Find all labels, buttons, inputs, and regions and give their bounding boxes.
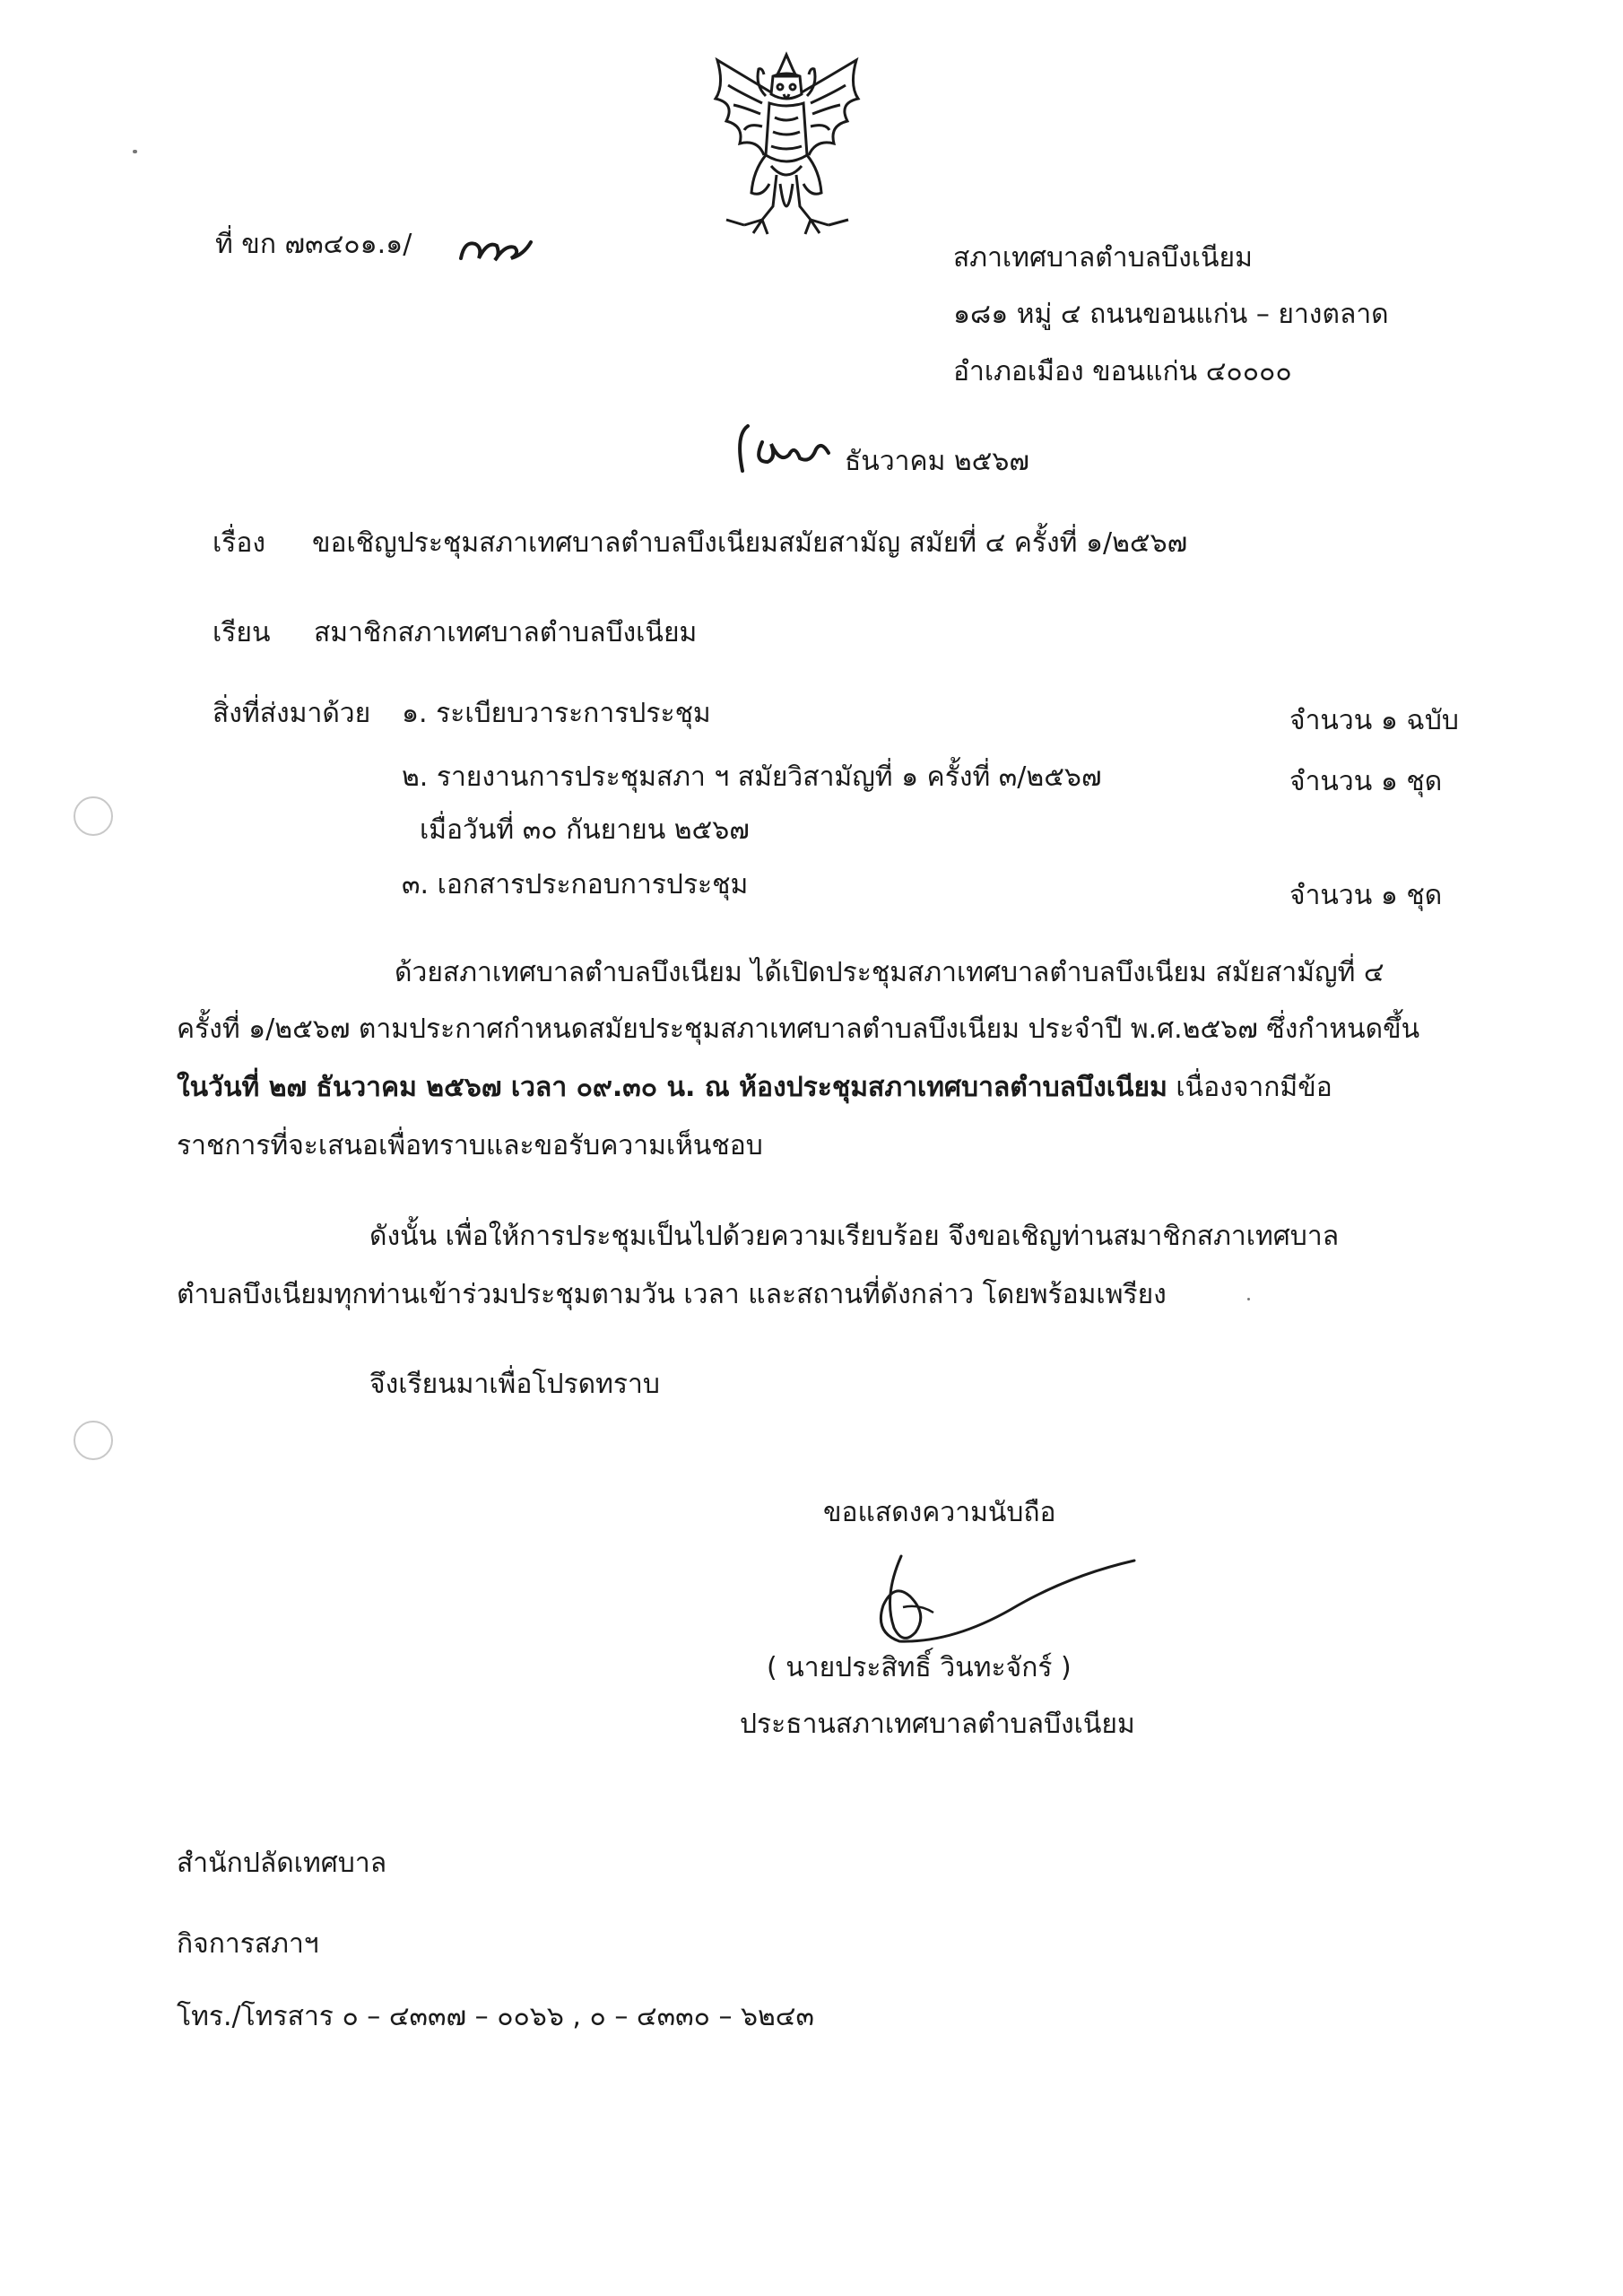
garuda-emblem-icon bbox=[708, 49, 865, 242]
enclosure-quantity-2: จำนวน ๑ ชุด bbox=[1289, 766, 1443, 797]
subject-text: ขอเชิญประชุมสภาเทศบาลตำบลบึงเนียมสมัยสามัญ สมัยที่ ๔ ครั้งที่ ๑/๒๕๖๗ bbox=[312, 527, 1188, 559]
punch-hole-top bbox=[74, 796, 113, 836]
closing-salutation: ขอแสดงความนับถือ bbox=[823, 1497, 1056, 1528]
reference-text: ที่ ขก ๗๓๔๐๑.๑/ bbox=[215, 229, 412, 260]
scan-speck bbox=[133, 150, 137, 153]
signatory-name: ( นายประสิทธิ์ วินทะจักร์ ) bbox=[767, 1652, 1072, 1683]
sender-name: สภาเทศบาลตำบลบึงเนียม bbox=[953, 242, 1253, 274]
body-paragraph-3: จึงเรียนมาเพื่อโปรดทราบ bbox=[369, 1369, 660, 1400]
body-paragraph-2-line-2: ตำบลบึงเนียมทุกท่านเข้าร่วมประชุมตามวัน เวลา และสถานที่ดังกล่าว โดยพร้อมเพรียง bbox=[177, 1279, 1167, 1310]
body-paragraph-1-line-1: ด้วยสภาเทศบาลตำบลบึงเนียม ได้เปิดประชุมสภาเทศบาลตำบลบึงเนียม สมัยสามัญที่ ๔ bbox=[395, 957, 1384, 988]
signatory-position: ประธานสภาเทศบาลตำบลบึงเนียม bbox=[740, 1709, 1135, 1740]
scan-speck bbox=[1247, 1298, 1250, 1300]
date-month-year: ธันวาคม ๒๕๖๗ bbox=[845, 446, 1029, 477]
meeting-datetime-place: ในวันที่ ๒๗ ธันวาคม ๒๕๖๗ เวลา ๐๙.๓๐ น. ณ ห้องประชุมสภาเทศบาลตำบลบึงเนียม bbox=[177, 1072, 1167, 1103]
enclosure-quantity-3: จำนวน ๑ ชุด bbox=[1289, 880, 1443, 911]
body-paragraph-1-line-4: ราชการที่จะเสนอเพื่อทราบและขอรับความเห็นชอบ bbox=[177, 1130, 763, 1161]
footer-office: สำนักปลัดเทศบาล bbox=[177, 1848, 387, 1879]
enclosures-label: สิ่งที่ส่งมาด้วย bbox=[213, 698, 371, 729]
handwritten-reference-mark bbox=[456, 231, 536, 267]
reference-number bbox=[215, 227, 412, 263]
recipient-text: สมาชิกสภาเทศบาลตำบลบึงเนียม bbox=[314, 617, 698, 648]
punch-hole-bottom bbox=[74, 1421, 113, 1460]
sender-address-line-1: ๑๘๑ หมู่ ๔ ถนนขอนแก่น – ยางตลาด bbox=[953, 299, 1389, 330]
handwritten-date-day bbox=[735, 408, 834, 480]
footer-phone: โทร./โทรสาร ๐ – ๔๓๓๗ – ๐๐๖๖ , ๐ – ๔๓๓๐ – ๖๒๔๓ bbox=[177, 2001, 815, 2032]
enclosure-quantity-1: จำนวน ๑ ฉบับ bbox=[1289, 705, 1459, 736]
body-paragraph-1-line-3 bbox=[177, 1070, 1332, 1106]
recipient-label: เรียน bbox=[213, 617, 271, 648]
enclosure-item-2-line-2: เมื่อวันที่ ๓๐ กันยายน ๒๕๖๗ bbox=[420, 814, 750, 846]
sender-address-line-2: อำเภอเมือง ขอนแก่น ๔๐๐๐๐ bbox=[953, 356, 1292, 387]
enclosure-item-1: ๑. ระเบียบวาระการประชุม bbox=[402, 698, 711, 729]
body-paragraph-1-line-2: ครั้งที่ ๑/๒๕๖๗ ตามประกาศกำหนดสมัยประชุมสภาเทศบาลตำบลบึงเนียม ประจำปี พ.ศ.๒๕๖๗ ซึ่งกำหนดขึ้น bbox=[177, 1013, 1420, 1045]
footer-division: กิจการสภาฯ bbox=[177, 1928, 319, 1960]
subject-label: เรื่อง bbox=[213, 527, 266, 559]
enclosure-item-2: ๒. รายงานการประชุมสภา ฯ สมัยวิสามัญที่ ๑ ครั้งที่ ๓/๒๕๖๗ bbox=[402, 761, 1102, 793]
signature bbox=[847, 1543, 1143, 1655]
body-paragraph-1-line-3-rest: เนื่องจากมีข้อ bbox=[1176, 1072, 1332, 1103]
body-paragraph-2-line-1: ดังนั้น เพื่อให้การประชุมเป็นไปด้วยความเรียบร้อย จึงขอเชิญท่านสมาชิกสภาเทศบาล bbox=[369, 1221, 1340, 1252]
enclosure-item-3: ๓. เอกสารประกอบการประชุม bbox=[402, 869, 749, 900]
